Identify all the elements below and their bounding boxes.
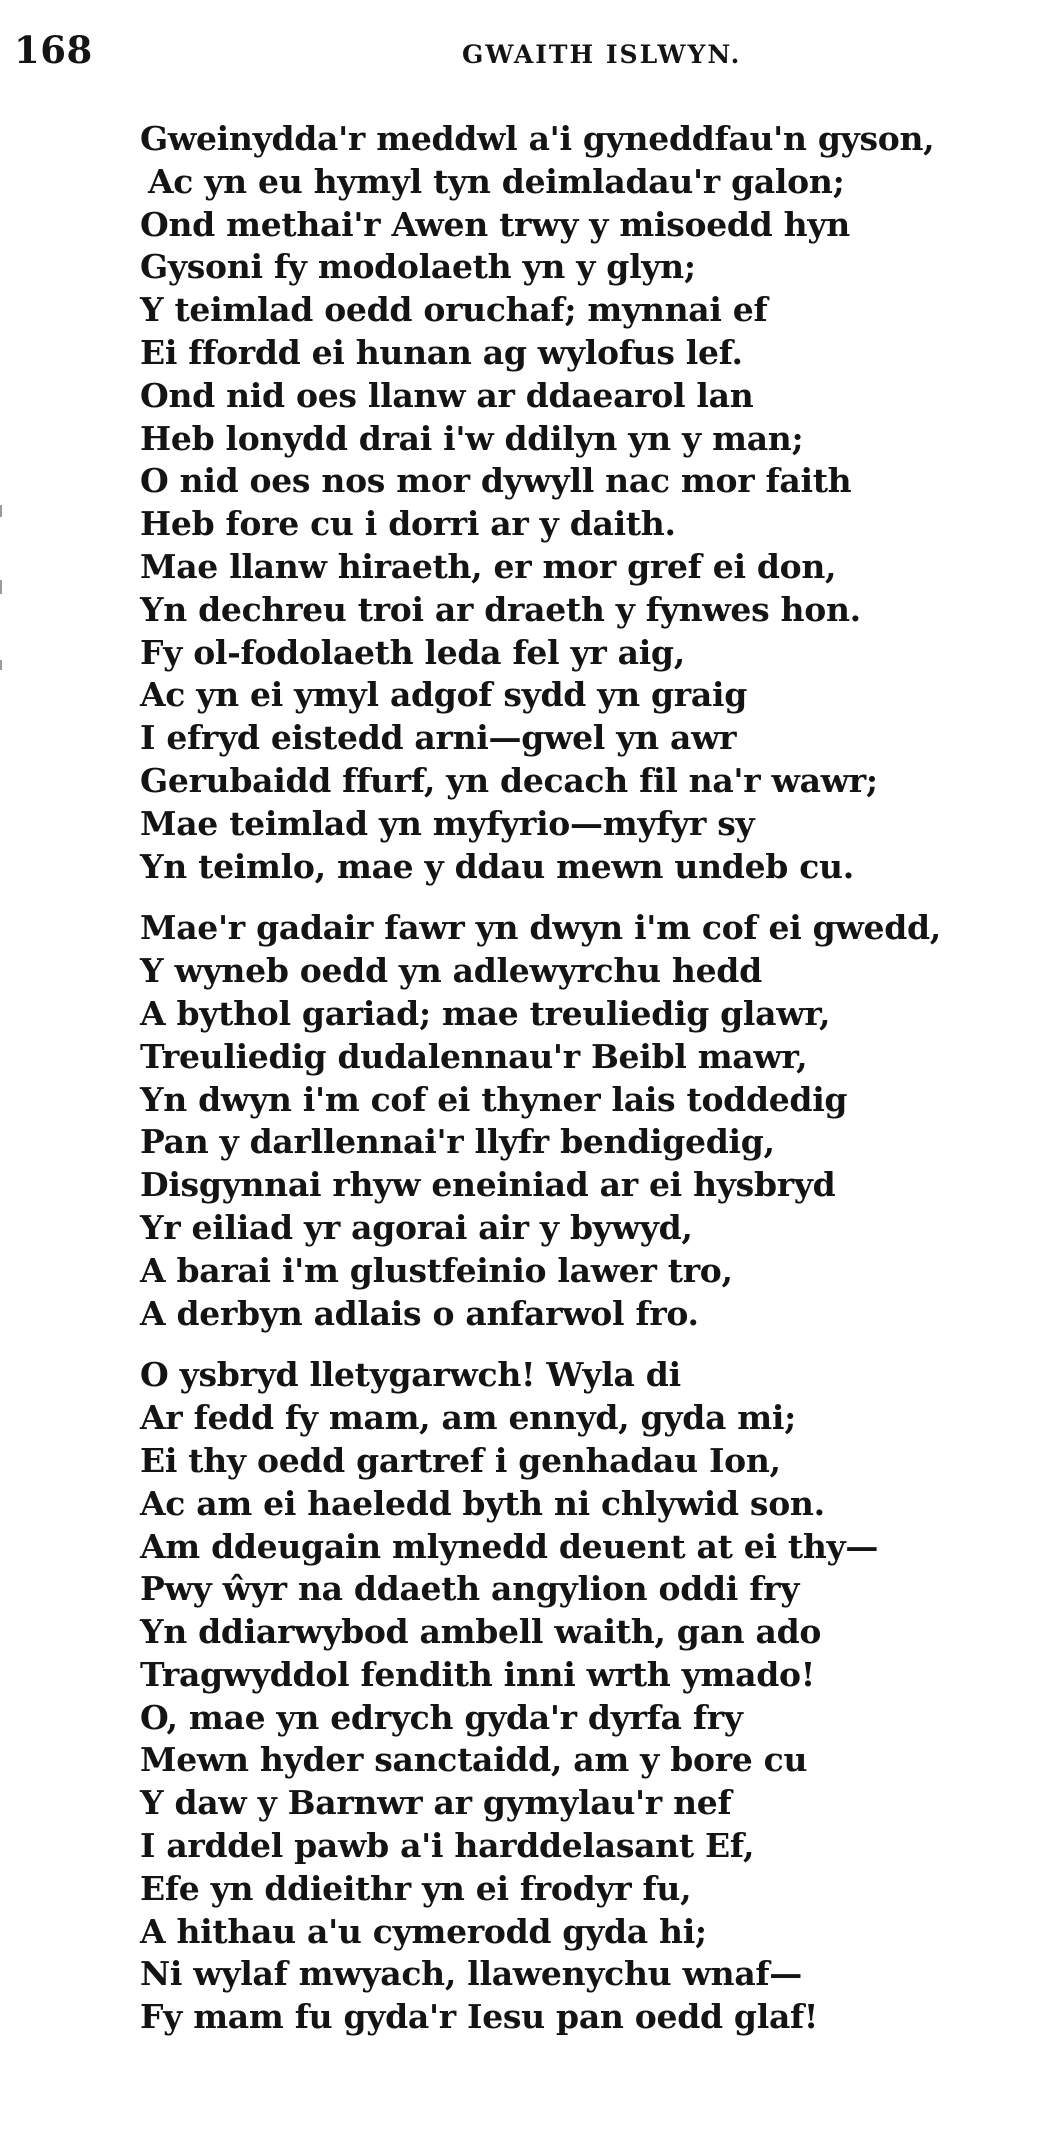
poem-line: Gysoni fy modolaeth yn y glyn; <box>140 247 696 287</box>
poem-line: Efe yn ddieithr yn ei frodyr fu, <box>140 1868 692 1908</box>
poem-line: Ei ffordd ei hunan ag wylofus lef. <box>140 332 743 372</box>
poem-line: A bythol gariad; mae treuliedig glawr, <box>140 993 831 1033</box>
poem-line: Yn dechreu troi ar draeth y fynwes hon. <box>140 589 861 629</box>
poem-line: Tragwyddol fendith inni wrth ymado! <box>140 1654 815 1694</box>
running-head: GWAITH ISLWYN. <box>462 40 742 69</box>
poem-line: O ysbryd lletygarwch! Wyla di <box>140 1355 681 1395</box>
poem-line: I arddel pawb a'i harddelasant Ef, <box>140 1826 755 1866</box>
stanza <box>140 118 1020 888</box>
poem-line: Mewn hyder sanctaidd, am y bore cu <box>140 1740 808 1780</box>
poem-line: Yn ddiarwybod ambell waith, gan ado <box>140 1612 822 1652</box>
poem-line: Y wyneb oedd yn adlewyrchu hedd <box>140 951 762 991</box>
poem-line: Gerubaidd ffurf, yn decach fil na'r wawr; <box>140 760 878 800</box>
poem-line: Heb fore cu i dorri ar y daith. <box>140 504 676 544</box>
poem-line: Mae teimlad yn myfyrio—myfyr sy <box>140 803 755 843</box>
poem-line: Ni wylaf mwyach, llawenychu wnaf— <box>140 1954 802 1994</box>
page-edge-mark <box>0 505 2 517</box>
poem-line: A hithau a'u cymerodd gyda hi; <box>140 1911 707 1951</box>
poem-line: Am ddeugain mlynedd deuent at ei thy— <box>140 1526 879 1566</box>
poem-line: Ei thy oedd gartref i genhadau Ion, <box>140 1440 781 1480</box>
poem-line: Ac am ei haeledd byth ni chlywid son. <box>140 1483 825 1523</box>
poem-line: Mae llanw hiraeth, er mor gref ei don, <box>140 546 837 586</box>
poem-line: Y teimlad oedd oruchaf; mynnai ef <box>140 290 768 330</box>
stanza <box>140 907 1020 1335</box>
poem-line: Pan y darllennai'r llyfr bendigedig, <box>140 1122 775 1162</box>
page-number: 168 <box>14 28 93 72</box>
poem-line: Y daw y Barnwr ar gymylau'r nef <box>140 1783 732 1823</box>
poem-line: Pwy ŵyr na ddaeth angylion oddi fry <box>140 1569 800 1609</box>
page-edge-mark <box>0 660 2 670</box>
poem-line: A derbyn adlais o anfarwol fro. <box>140 1293 699 1333</box>
poem-line: I efryd eistedd arni—gwel yn awr <box>140 718 737 758</box>
poem-line: Ac yn ei ymyl adgof sydd yn graig <box>140 675 747 715</box>
poem-line: O, mae yn edrych gyda'r dyrfa fry <box>140 1697 743 1737</box>
poem-line: Disgynnai rhyw eneiniad ar ei hysbryd <box>140 1165 836 1205</box>
poem-line: Heb lonydd drai i'w ddilyn yn y man; <box>140 418 804 458</box>
poem-line: Ond methai'r Awen trwy y misoedd hyn <box>140 204 850 244</box>
poem-line: A barai i'm glustfeinio lawer tro, <box>140 1250 733 1290</box>
poem-line: Treuliedig dudalennau'r Beibl mawr, <box>140 1036 808 1076</box>
poem-line: Fy ol-fodolaeth leda fel yr aig, <box>140 632 685 672</box>
poem-line: Mae'r gadair fawr yn dwyn i'm cof ei gwedd, <box>140 908 941 948</box>
poem-line: Ond nid oes llanw ar ddaearol lan <box>140 375 754 415</box>
poem-line: Ar fedd fy mam, am ennyd, gyda mi; <box>140 1398 796 1438</box>
poem-body <box>140 118 1020 2039</box>
poem-line: O nid oes nos mor dywyll nac mor faith <box>140 461 852 501</box>
page-edge-mark <box>0 580 2 594</box>
poem-line: Fy mam fu gyda'r Iesu pan oedd glaf! <box>140 1997 819 2037</box>
poem-line: Ac yn eu hymyl tyn deimladau'r galon; <box>148 161 845 201</box>
poem-line: Gweinydda'r meddwl a'i gyneddfau'n gyson, <box>140 119 935 158</box>
poem-line: Yn dwyn i'm cof ei thyner lais toddedig <box>140 1079 848 1119</box>
poem-line: Yr eiliad yr agorai air y bywyd, <box>140 1207 693 1247</box>
stanza <box>140 1354 1020 2039</box>
poem-line: Yn teimlo, mae y ddau mewn undeb cu. <box>140 846 854 886</box>
